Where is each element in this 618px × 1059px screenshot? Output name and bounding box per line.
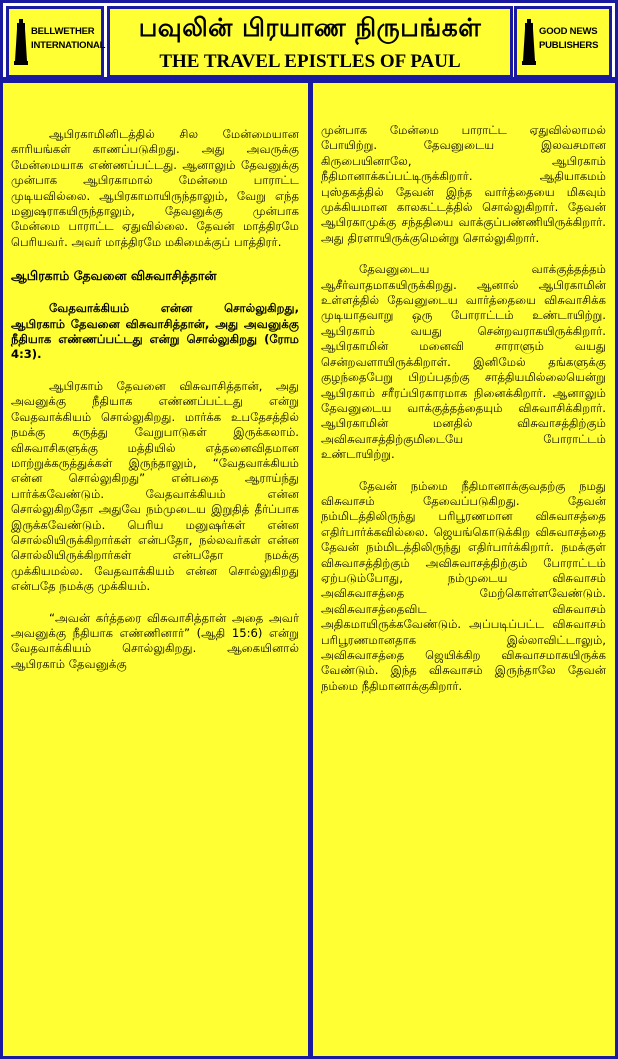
logo-line-1: BELLWETHER <box>31 26 95 37</box>
title-english: THE TRAVEL EPISTLES OF PAUL <box>159 51 461 72</box>
logo-line-1: GOOD NEWS <box>539 26 598 37</box>
paragraph: ஆபிரகாமினிடத்தில் சில மேன்மையான காரியங்கள் காணப்படுகிறது. அது அவருக்கு மேன்மையாக எண்ணப்பட்டது. ஆனாலும் தேவனுக்கு முன்பாக ஆபிரகாமால் மேன்மை பாராட்ட முடியவில்லை. ஆபிரகாமாயிருந்தாலும், வேறு எந்த மனுஷராகயிருந்தாலும், தேவனுக்கு முன்பாக மேன்மை பாராட்ட ஏதுவில்லை. தேவன் மாத்திரமே பெரியவர். அவர் மாத்திரமே மகிமைக்குப் பாத்திரர். <box>11 127 299 249</box>
tower-icon <box>14 19 28 65</box>
title-box <box>107 6 513 78</box>
right-column <box>311 80 618 1059</box>
paragraph: முன்பாக மேன்மை பாராட்ட ஏதுவில்லாமல் போயிற்று. தேவனுடைய இலவசமான கிருபையினாலே, ஆபிரகாம் நீதிமானாக்கப்பட்டிருக்கிறார். ஆதியாகமம் புஸ்தகத்தில் தேவன் இந்த வார்த்தையை மிகவும் முக்கியமான காலகட்டத்தில் சொல்லுகிறார். தேவன் ஆபிரகாமுக்கு சந்ததியை வாக்குப்பண்ணியிருக்கிறார். அது திரளாயிருக்குமென்று சொல்லுகிறார். <box>321 123 606 245</box>
logo-line-2: INTERNATIONAL <box>31 40 106 51</box>
good-news-logo <box>514 6 612 78</box>
paragraph: தேவன் நம்மை நீதிமானாக்குவதற்கு நமது விசுவாசம் தேவைப்படுகிறது. தேவன் நம்மிடத்திலிருந்து பரிபூரணமான விசுவாசத்தை எதிர்பார்க்கவில்லை. ஜெயங்கொடுக்கிற விசுவாசத்தை தேவன் நம்மிடத்திலிருந்து எதிர்பார்க்கிறார். நமக்குள் விசுவாசத்திற்கும் அவிசுவாசத்திற்கும் போராட்டம் ஏற்படும்போது, நம்முடைய விசுவாசம் அவிசுவாசத்தை மேற்கொள்ளவேண்டும். அவிசுவாசத்தைவிட விசுவாசம் அதிகமாயிருக்கவேண்டும். அப்படிப்பட்ட விசுவாசம் பரிபூரணமானதாக இல்லாவிட்டாலும், அவிசுவாசத்தை ஜெயிக்கிற விசுவாசமாகயிருக்க வேண்டும். இந்த விசுவாசம் இருந்தாலே தேவன் நம்மை நீதிமானாக்குகிறார். <box>321 478 606 693</box>
logo-line-2: PUBLISHERS <box>539 40 599 51</box>
page-header <box>0 0 618 80</box>
paragraph: ஆபிரகாம் தேவனை விசுவாசித்தான், அது அவனுக்கு நீதியாக எண்ணப்பட்டது என்று வேதவாக்கியம் சொல்லுகிறது. மார்க்க உபதேசத்தில் நமக்கு கருத்து வேறுபாடுகள் இருக்கலாம். விசுவாசிகளுக்கு மத்தியில் எத்தனைவிதமான மாற்றுக்கருத்துக்கள் இருந்தாலும், “வேதவாக்கியம் என்ன சொல்லுகிறது” என்பதை ஆராய்ந்து பார்க்கவேண்டும். வேதவாக்கியம் என்ன சொல்லுகிறதோ அதுவே நம்முடைய இறுதித் தீர்ப்பாக இருக்கவேண்டும். பெரிய மனுஷர்கள் என்ன சொல்லியிருக்கிறார்கள் என்பதோ, நல்லவர்கள் என்ன சொல்லியிருக்கிறார்கள் என்பதோ நமக்கு முக்கியமல்ல. வேதவாக்கியம் என்ன சொல்லுகிறது என்பதே நமக்கு முக்கியம். <box>11 378 299 594</box>
verse-quote: வேதவாக்கியம் என்ன சொல்லுகிறது, ஆபிரகாம் தேவனை விசுவாசித்தான், அது அவனுக்கு நீதியாக எண்ணப்பட்டது என்று சொல்லுகிறது (ரோம 4:3). <box>11 301 299 362</box>
section-heading: ஆபிரகாம் தேவனை விசுவாசித்தான் <box>11 268 217 284</box>
bellwether-logo <box>6 6 104 78</box>
paragraph: தேவனுடைய வாக்குத்தத்தம் ஆசீர்வாதமாகயிருக்கிறது. ஆனால் ஆபிரகாமின் உள்ளத்தில் தேவனுடைய வார்த்தையை விசுவாசிக்க முடியாதவாறு ஒரு போராட்டம் உண்டாயிற்று. ஆபிரகாம் வயது சென்றவராகயிருக்கிறார். ஆபிரகாமின் மனைவி சாராளும் வயது சென்றவளாயிருக்கிறாள். இனிமேல் தங்களுக்கு குழந்தைபேறு பிறப்பதற்கு சாத்தியமில்லையென்று ஆபிரகாம் சரீரப்பிரகாரமாக நினைக்கிறார். ஆனாலும் தேவனுடைய வாக்குத்தத்தையும் விசுவாசிக்கிறார். ஆபிரகாமின் மனதில் விசுவாசத்திற்கும் அவிசுவாசத்திற்குமிடையே போராட்டம் உண்டாயிற்று. <box>321 262 606 462</box>
tower-icon <box>522 19 536 65</box>
title-tamil: பவுலின் பிரயாண நிருபங்கள் <box>138 13 482 42</box>
paragraph: “அவன் கர்த்தரை விசுவாசித்தான் அதை அவர் அவனுக்கு நீதியாக எண்ணினார்” (ஆதி 15:6) என்று வேதவாக்கியம் சொல்லுகிறது. ஆகையினால் ஆபிரகாம் தேவனுக்கு <box>11 610 299 671</box>
left-column <box>0 80 311 1059</box>
